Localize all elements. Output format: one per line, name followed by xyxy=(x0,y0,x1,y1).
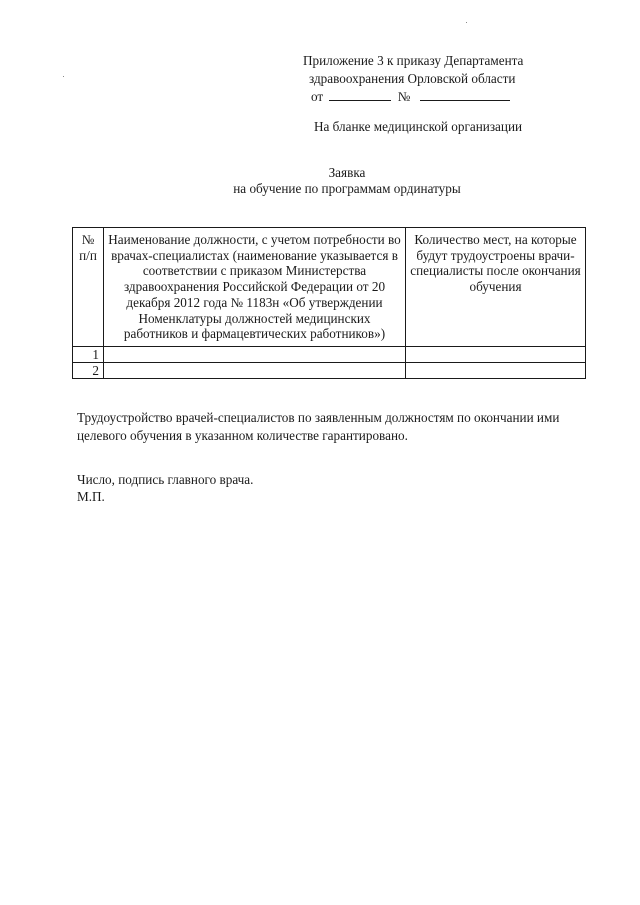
header-position: Наименование должности, с учетом потребности во врачах-специалистах (наименование указывается в соответствии с приказом Министерства здравоохранения Российской Федерации от 20 декабря 2012 года № 1183н «Об утверждении Номенклатуры должностей медицинских работников и фармацевтических работников») xyxy=(104,228,406,347)
row-count xyxy=(406,346,586,362)
guarantee-paragraph: Трудоустройство врачей-специалистов по заявленным должностям по окончании ими целевого обучения в указанном количестве гарантировано. xyxy=(77,410,560,443)
document-title: Заявка xyxy=(328,165,366,180)
signature-block xyxy=(77,471,253,505)
date-blank xyxy=(329,88,391,101)
appendix-line-2: здравоохранения Орловской области xyxy=(309,71,516,86)
appendix-header xyxy=(303,52,523,106)
row-position xyxy=(104,362,406,378)
letterhead-note: На бланке медицинской организации xyxy=(314,119,523,134)
table-row xyxy=(73,346,586,362)
document-subtitle: на обучение по программам ординатуры xyxy=(233,181,461,196)
date-prefix: от xyxy=(311,89,324,104)
table-header-row xyxy=(73,228,586,347)
appendix-line-3 xyxy=(303,88,523,106)
number-sign: № xyxy=(397,89,411,104)
row-position xyxy=(104,346,406,362)
row-count xyxy=(406,362,586,378)
signature-line: Число, подпись главного врача. xyxy=(77,472,254,487)
row-number: 2 xyxy=(73,362,104,378)
number-blank xyxy=(420,88,510,101)
request-table xyxy=(72,227,586,379)
row-number: 1 xyxy=(73,346,104,362)
scan-speck xyxy=(466,22,467,23)
scan-speck xyxy=(63,76,64,77)
header-count: Количество мест, на которые будут трудоустроены врачи-специалисты после окончания обучения xyxy=(406,228,586,347)
seal-mark: М.П. xyxy=(77,489,105,504)
header-number: № п/п xyxy=(73,228,104,347)
table-row xyxy=(73,362,586,378)
appendix-line-1: Приложение 3 к приказу Департамента xyxy=(303,53,524,68)
